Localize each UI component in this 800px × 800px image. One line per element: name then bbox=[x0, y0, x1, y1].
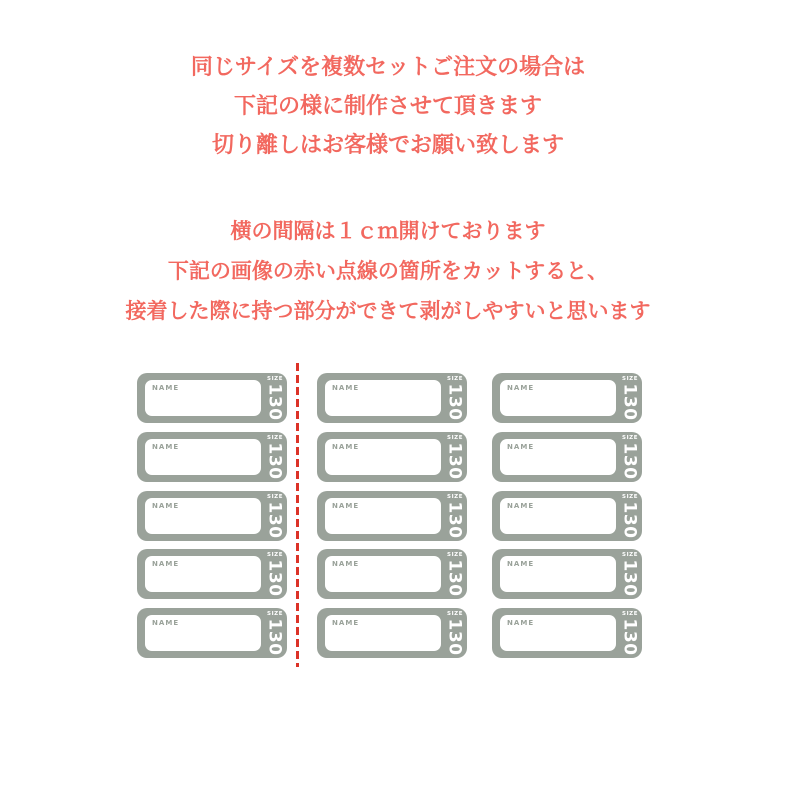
sticker-size-value: 130 bbox=[444, 442, 465, 480]
sticker-size-area bbox=[261, 373, 287, 423]
name-sticker bbox=[137, 432, 287, 482]
sticker-size-label: SIZE bbox=[447, 375, 463, 382]
sticker-name-area bbox=[325, 615, 441, 651]
sticker-size-label: SIZE bbox=[622, 610, 638, 617]
name-sticker bbox=[137, 608, 287, 658]
sticker-name-label: NAME bbox=[332, 619, 360, 627]
name-sticker bbox=[492, 608, 642, 658]
name-sticker bbox=[137, 549, 287, 599]
sticker-size-area bbox=[261, 608, 287, 658]
sticker-size-label: SIZE bbox=[447, 551, 463, 558]
name-sticker bbox=[317, 491, 467, 541]
sticker-size-value: 130 bbox=[619, 618, 640, 656]
sticker-size-value: 130 bbox=[619, 559, 640, 597]
name-sticker bbox=[317, 608, 467, 658]
sticker-name-area bbox=[325, 498, 441, 534]
name-sticker bbox=[492, 432, 642, 482]
sticker-size-area bbox=[261, 549, 287, 599]
notice-line: 同じサイズを複数セットご注文の場合は bbox=[190, 55, 586, 80]
sticker-size-value: 130 bbox=[264, 501, 285, 538]
sticker-size-value: 130 bbox=[264, 559, 285, 597]
sticker-size-label: SIZE bbox=[447, 434, 463, 441]
sticker-size-area bbox=[441, 608, 467, 658]
sticker-size-value: 130 bbox=[264, 442, 285, 480]
sticker-name-area bbox=[500, 556, 616, 592]
sticker-name-area bbox=[145, 556, 261, 592]
sticker-size-value: 130 bbox=[444, 501, 465, 538]
notice-line: 下記の画像の赤い点線の箇所をカットすると、 bbox=[167, 259, 609, 283]
sticker-size-label: SIZE bbox=[622, 375, 638, 382]
sticker-size-label: SIZE bbox=[622, 492, 638, 499]
sticker-name-area bbox=[500, 615, 616, 651]
name-sticker bbox=[492, 549, 642, 599]
sticker-column-3 bbox=[492, 373, 642, 658]
sticker-name-label: NAME bbox=[332, 443, 360, 451]
sticker-name-area bbox=[145, 380, 261, 416]
sticker-name-label: NAME bbox=[152, 560, 180, 569]
notice-line: 接着した際に持つ部分ができて剥がしやすいと思います bbox=[125, 299, 651, 323]
sticker-name-label: NAME bbox=[152, 443, 180, 451]
sticker-column-2 bbox=[317, 373, 467, 658]
sticker-size-label: SIZE bbox=[267, 551, 283, 558]
notice-line: 切り離しはお客様でお願い致します bbox=[211, 133, 564, 158]
sticker-size-value: 130 bbox=[264, 618, 285, 656]
sticker-size-value: 130 bbox=[444, 618, 465, 656]
sticker-name-area bbox=[500, 380, 616, 416]
sticker-name-label: NAME bbox=[152, 501, 180, 510]
sticker-size-label: SIZE bbox=[622, 434, 638, 441]
sticker-size-value: 130 bbox=[444, 559, 465, 597]
sticker-size-area bbox=[441, 432, 467, 482]
sticker-name-label: NAME bbox=[507, 384, 535, 392]
notice-line: 下記の様に制作させて頂きます bbox=[233, 94, 542, 119]
sticker-name-label: NAME bbox=[507, 443, 535, 451]
sticker-name-area bbox=[325, 380, 441, 416]
cut-line-dashed bbox=[296, 363, 299, 667]
sticker-size-label: SIZE bbox=[267, 375, 283, 382]
sticker-size-label: SIZE bbox=[267, 492, 283, 499]
sticker-size-area bbox=[616, 608, 642, 658]
sticker-size-area bbox=[441, 373, 467, 423]
sticker-size-label: SIZE bbox=[267, 434, 283, 441]
name-sticker bbox=[492, 491, 642, 541]
sticker-name-label: NAME bbox=[507, 560, 535, 569]
sticker-size-value: 130 bbox=[619, 501, 640, 538]
name-sticker bbox=[137, 373, 287, 423]
name-sticker bbox=[317, 373, 467, 423]
sticker-size-area bbox=[261, 432, 287, 482]
sticker-name-label: NAME bbox=[152, 384, 180, 392]
sticker-name-label: NAME bbox=[332, 560, 360, 569]
sticker-name-area bbox=[145, 498, 261, 534]
sticker-size-label: SIZE bbox=[267, 610, 283, 617]
sticker-name-label: NAME bbox=[507, 501, 535, 510]
sticker-name-label: NAME bbox=[507, 619, 535, 627]
sticker-size-label: SIZE bbox=[622, 551, 638, 558]
sticker-column-1 bbox=[137, 373, 287, 658]
sticker-size-area bbox=[616, 491, 642, 541]
sticker-size-value: 130 bbox=[619, 442, 640, 480]
sticker-size-area bbox=[261, 491, 287, 541]
name-sticker bbox=[492, 373, 642, 423]
sticker-name-area bbox=[500, 439, 616, 475]
name-sticker bbox=[137, 491, 287, 541]
sticker-name-area bbox=[145, 439, 261, 475]
sticker-name-label: NAME bbox=[332, 384, 360, 392]
sticker-size-value: 130 bbox=[444, 383, 465, 421]
sticker-size-area bbox=[441, 491, 467, 541]
sticker-size-label: SIZE bbox=[447, 610, 463, 617]
sticker-name-area bbox=[325, 556, 441, 592]
name-sticker bbox=[317, 432, 467, 482]
notice-line: 横の間隔は１ｃｍ開けております bbox=[230, 219, 546, 243]
sticker-size-area bbox=[441, 549, 467, 599]
sticker-size-area bbox=[616, 432, 642, 482]
sticker-name-area bbox=[500, 498, 616, 534]
sticker-size-value: 130 bbox=[619, 383, 640, 421]
sticker-size-label: SIZE bbox=[447, 492, 463, 499]
sticker-name-area bbox=[325, 439, 441, 475]
sticker-size-area bbox=[616, 549, 642, 599]
sticker-size-area bbox=[616, 373, 642, 423]
sticker-name-label: NAME bbox=[152, 619, 180, 627]
sticker-size-value: 130 bbox=[264, 383, 285, 421]
sticker-name-area bbox=[145, 615, 261, 651]
name-sticker bbox=[317, 549, 467, 599]
sticker-name-label: NAME bbox=[332, 501, 360, 510]
